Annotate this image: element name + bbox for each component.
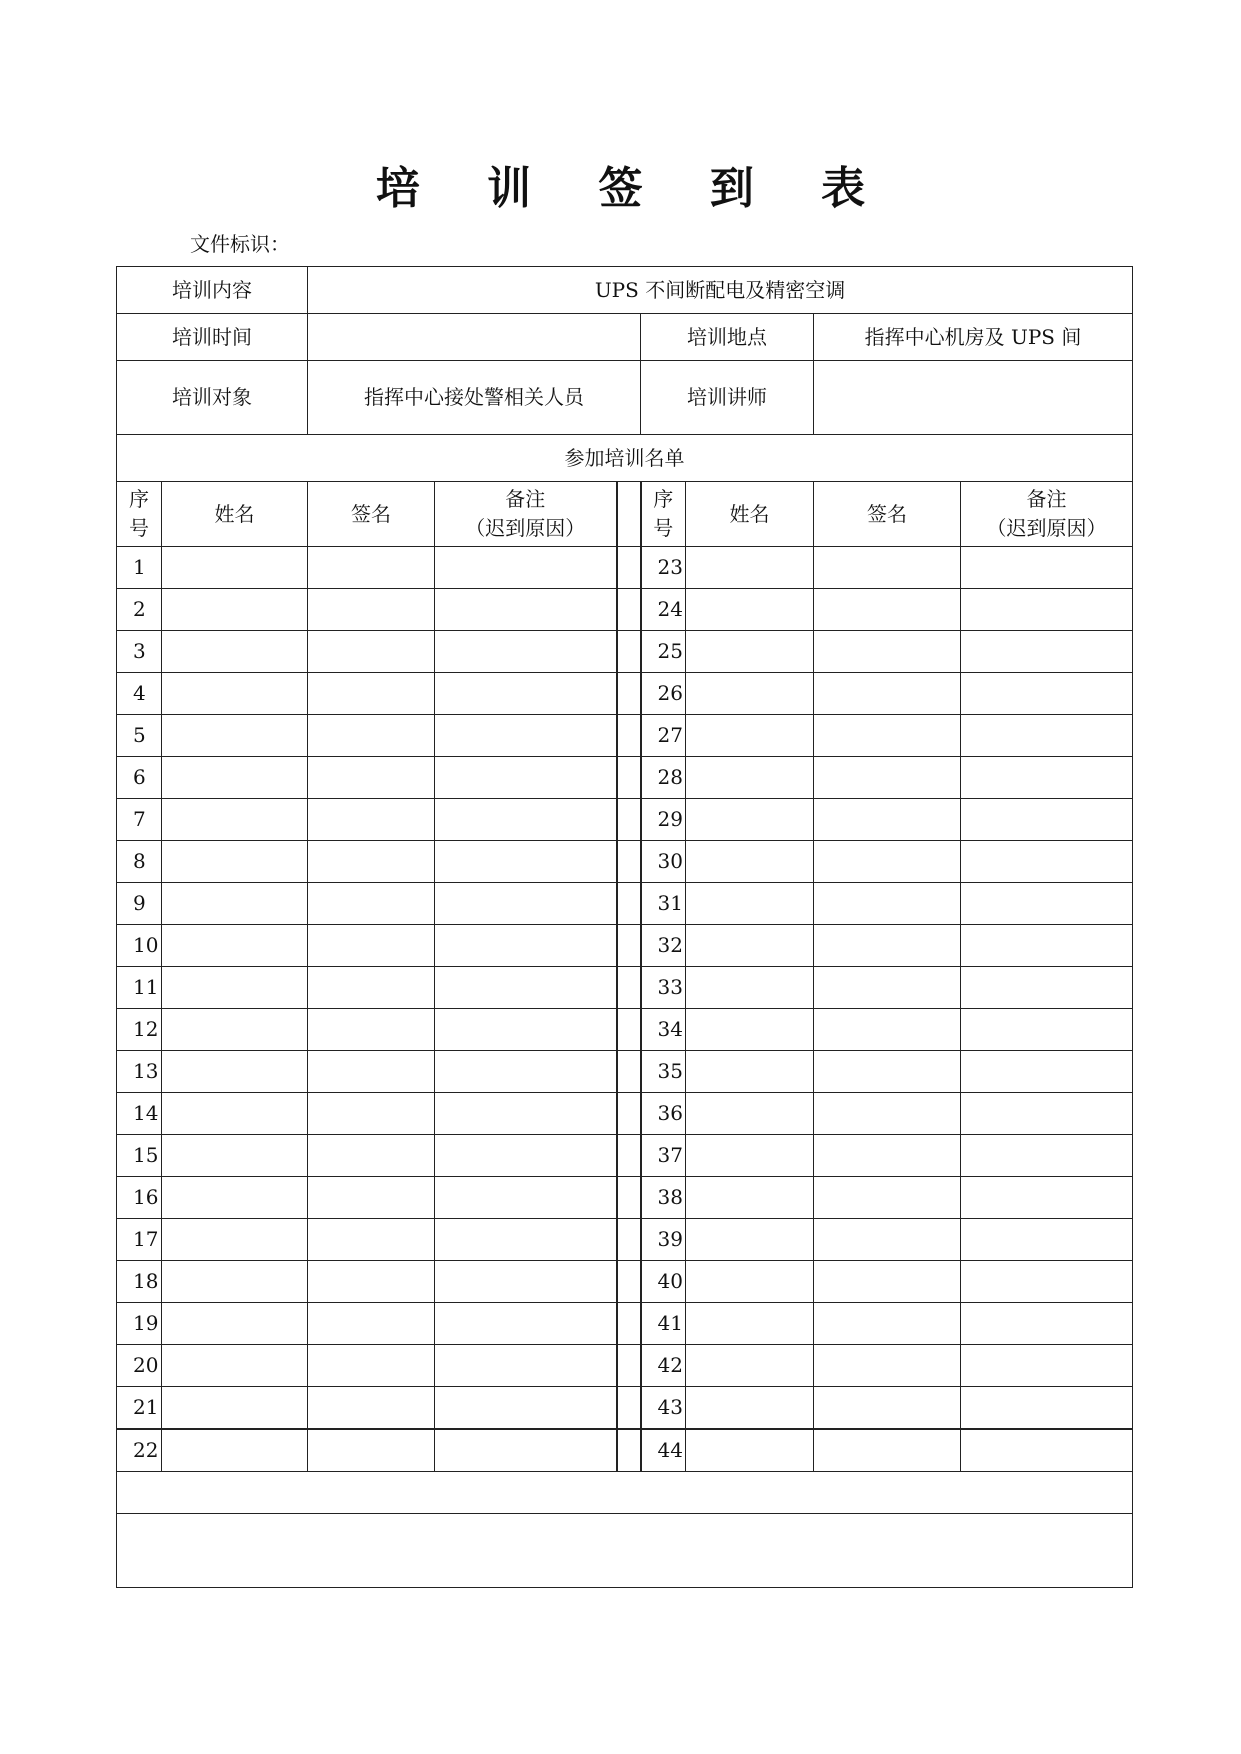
name-cell-left[interactable]	[162, 1261, 308, 1303]
attendee-row	[117, 1261, 1133, 1303]
page-title: 培 训 签 到 表	[375, 163, 892, 214]
name-cell-right[interactable]	[686, 1387, 814, 1430]
name-cell-right[interactable]	[686, 1345, 814, 1387]
signature-cell-left[interactable]	[308, 883, 435, 925]
seq-number-left: 6	[117, 757, 162, 799]
seq-number-left: 8	[117, 841, 162, 883]
signature-cell-right[interactable]	[814, 1051, 961, 1093]
name-cell-left[interactable]	[162, 883, 308, 925]
signature-cell-left[interactable]	[308, 1009, 435, 1051]
seq-number-left: 20	[117, 1345, 162, 1387]
remark-cell-left[interactable]	[435, 1009, 617, 1051]
training-audience-label: 培训对象	[117, 361, 308, 435]
remark-cell-left[interactable]	[435, 925, 617, 967]
column-gap	[617, 589, 641, 631]
seq-number-left: 21	[117, 1387, 162, 1430]
remark-cell-left[interactable]	[435, 841, 617, 883]
attendee-row	[117, 589, 1133, 631]
column-gap	[617, 1261, 641, 1303]
seq-number-left: 11	[117, 967, 162, 1009]
training-location-label: 培训地点	[641, 314, 814, 361]
signature-cell-left[interactable]	[308, 1219, 435, 1261]
seq-number-left: 15	[117, 1135, 162, 1177]
signature-cell-right[interactable]	[814, 1387, 961, 1430]
column-gap	[617, 1009, 641, 1051]
column-gap	[617, 482, 641, 547]
attendee-row	[117, 799, 1133, 841]
seq-number-left: 4	[117, 673, 162, 715]
remark-cell-right[interactable]	[961, 1429, 1133, 1472]
seq-number-right: 31	[641, 883, 686, 925]
seq-number-left: 10	[117, 925, 162, 967]
signature-cell-left[interactable]	[308, 757, 435, 799]
signature-cell-right[interactable]	[814, 1219, 961, 1261]
signature-cell-left[interactable]	[308, 631, 435, 673]
remark-cell-right[interactable]	[961, 757, 1133, 799]
name-cell-left[interactable]	[162, 841, 308, 883]
column-gap	[617, 799, 641, 841]
training-time-value[interactable]	[308, 314, 641, 361]
remark-cell-right[interactable]	[961, 883, 1133, 925]
seq-header-left	[117, 482, 162, 547]
seq-number-left: 14	[117, 1093, 162, 1135]
name-cell-left[interactable]	[162, 673, 308, 715]
signature-cell-left[interactable]	[308, 673, 435, 715]
remark-cell-left[interactable]	[435, 1261, 617, 1303]
signature-header-right: 签名	[814, 482, 961, 547]
seq-number-right: 39	[641, 1219, 686, 1261]
attendee-row	[117, 967, 1133, 1009]
remark-cell-left[interactable]	[435, 757, 617, 799]
column-gap	[617, 925, 641, 967]
seq-number-right: 35	[641, 1051, 686, 1093]
column-gap	[617, 1051, 641, 1093]
remark-cell-right[interactable]	[961, 1345, 1133, 1387]
seq-number-left: 1	[117, 547, 162, 589]
seq-number-right: 40	[641, 1261, 686, 1303]
seq-number-left: 18	[117, 1261, 162, 1303]
remark-cell-left[interactable]	[435, 1051, 617, 1093]
name-cell-left[interactable]	[162, 589, 308, 631]
name-cell-right[interactable]	[686, 547, 814, 589]
remark-cell-right[interactable]	[961, 631, 1133, 673]
column-gap	[617, 967, 641, 1009]
seq-header-right	[641, 482, 686, 547]
name-cell-right[interactable]	[686, 883, 814, 925]
name-cell-left[interactable]	[162, 1345, 308, 1387]
signature-cell-left[interactable]	[308, 1135, 435, 1177]
signature-cell-right[interactable]	[814, 883, 961, 925]
remark-cell-left[interactable]	[435, 967, 617, 1009]
name-cell-left[interactable]	[162, 1303, 308, 1345]
training-lecturer-label: 培训讲师	[641, 361, 814, 435]
attendee-row	[117, 631, 1133, 673]
column-gap	[617, 1345, 641, 1387]
column-gap	[617, 1429, 641, 1472]
name-cell-left[interactable]	[162, 799, 308, 841]
name-cell-right[interactable]	[686, 1177, 814, 1219]
signature-cell-left[interactable]	[308, 841, 435, 883]
attendee-row	[117, 715, 1133, 757]
signature-cell-left[interactable]	[308, 1345, 435, 1387]
column-gap	[617, 673, 641, 715]
name-cell-left[interactable]	[162, 925, 308, 967]
remark-header-line1: 备注	[505, 487, 546, 511]
signature-cell-right[interactable]	[814, 841, 961, 883]
seq-number-right: 41	[641, 1303, 686, 1345]
signature-cell-right[interactable]	[814, 1135, 961, 1177]
remark-cell-left[interactable]	[435, 1387, 617, 1430]
training-content-value[interactable]: UPS 不间断配电及精密空调	[308, 267, 1133, 314]
remark-cell-left[interactable]	[435, 1093, 617, 1135]
remark-cell-right[interactable]	[961, 1135, 1133, 1177]
signature-cell-left[interactable]	[308, 547, 435, 589]
signature-cell-right[interactable]	[814, 631, 961, 673]
name-cell-left[interactable]	[162, 1387, 308, 1430]
attendee-row	[117, 1345, 1133, 1387]
name-cell-left[interactable]	[162, 1093, 308, 1135]
remark-cell-left[interactable]	[435, 715, 617, 757]
remark-cell-left[interactable]	[435, 1429, 617, 1472]
name-header-left: 姓名	[162, 482, 308, 547]
name-cell-right[interactable]	[686, 1093, 814, 1135]
name-cell-right[interactable]	[686, 757, 814, 799]
remark-cell-right[interactable]	[961, 841, 1133, 883]
seq-number-left: 5	[117, 715, 162, 757]
seq-number-right: 32	[641, 925, 686, 967]
remark-cell-left[interactable]	[435, 1135, 617, 1177]
remark-cell-left[interactable]	[435, 799, 617, 841]
seq-number-left: 19	[117, 1303, 162, 1345]
seq-number-left: 3	[117, 631, 162, 673]
seq-number-left: 13	[117, 1051, 162, 1093]
name-cell-left[interactable]	[162, 1429, 308, 1472]
signature-cell-left[interactable]	[308, 799, 435, 841]
name-cell-left[interactable]	[162, 547, 308, 589]
signature-cell-right[interactable]	[814, 1345, 961, 1387]
training-audience-value[interactable]: 指挥中心接处警相关人员	[308, 361, 641, 435]
name-cell-right[interactable]	[686, 1429, 814, 1472]
training-lecturer-value[interactable]	[814, 361, 1133, 435]
name-cell-left[interactable]	[162, 757, 308, 799]
column-gap	[617, 1219, 641, 1261]
seq-number-left: 7	[117, 799, 162, 841]
name-cell-right[interactable]	[686, 799, 814, 841]
column-gap	[617, 1177, 641, 1219]
seq-number-right: 38	[641, 1177, 686, 1219]
training-time-label: 培训时间	[117, 314, 308, 361]
seq-number-right: 44	[641, 1429, 686, 1472]
attendee-row	[117, 673, 1133, 715]
signature-cell-left[interactable]	[308, 1429, 435, 1472]
seq-number-left: 12	[117, 1009, 162, 1051]
signature-cell-right[interactable]	[814, 547, 961, 589]
column-gap	[617, 547, 641, 589]
remark-cell-left[interactable]	[435, 1219, 617, 1261]
seq-number-right: 28	[641, 757, 686, 799]
column-gap	[617, 1135, 641, 1177]
remark-header-line1: 备注	[1026, 487, 1067, 511]
name-cell-right[interactable]	[686, 715, 814, 757]
remark-header-line2: （迟到原因）	[465, 516, 586, 540]
signature-cell-right[interactable]	[814, 967, 961, 1009]
remark-cell-right[interactable]	[961, 1051, 1133, 1093]
footer-notes-row[interactable]	[117, 1514, 1133, 1588]
remark-cell-left[interactable]	[435, 1303, 617, 1345]
signature-cell-left[interactable]	[308, 589, 435, 631]
name-cell-right[interactable]	[686, 967, 814, 1009]
signature-cell-right[interactable]	[814, 1093, 961, 1135]
remark-header-line2: （迟到原因）	[986, 516, 1107, 540]
attendee-row	[117, 1009, 1133, 1051]
remark-cell-left[interactable]	[435, 1177, 617, 1219]
remark-cell-right[interactable]	[961, 589, 1133, 631]
attendee-row	[117, 883, 1133, 925]
remark-cell-right[interactable]	[961, 1009, 1133, 1051]
seq-number-right: 26	[641, 673, 686, 715]
attendee-row	[117, 1219, 1133, 1261]
signature-cell-left[interactable]	[308, 1303, 435, 1345]
signature-cell-right[interactable]	[814, 799, 961, 841]
seq-number-right: 30	[641, 841, 686, 883]
signature-header-left: 签名	[308, 482, 435, 547]
training-content-label: 培训内容	[117, 267, 308, 314]
seq-number-left: 2	[117, 589, 162, 631]
name-cell-right[interactable]	[686, 1261, 814, 1303]
seq-number-right: 23	[641, 547, 686, 589]
seq-header-line2: 号	[129, 516, 149, 540]
seq-number-right: 36	[641, 1093, 686, 1135]
remark-cell-left[interactable]	[435, 631, 617, 673]
column-gap	[617, 631, 641, 673]
seq-number-left: 16	[117, 1177, 162, 1219]
signature-cell-right[interactable]	[814, 715, 961, 757]
signature-cell-right[interactable]	[814, 1303, 961, 1345]
signature-cell-right[interactable]	[814, 925, 961, 967]
signature-cell-left[interactable]	[308, 1093, 435, 1135]
name-cell-right[interactable]	[686, 1009, 814, 1051]
attendee-row	[117, 1135, 1133, 1177]
name-cell-left[interactable]	[162, 1051, 308, 1093]
signature-cell-right[interactable]	[814, 1429, 961, 1472]
column-gap	[617, 841, 641, 883]
name-cell-right[interactable]	[686, 631, 814, 673]
column-gap	[617, 1093, 641, 1135]
name-cell-right[interactable]	[686, 925, 814, 967]
seq-number-right: 37	[641, 1135, 686, 1177]
signature-cell-right[interactable]	[814, 757, 961, 799]
remark-cell-right[interactable]	[961, 1387, 1133, 1430]
name-cell-right[interactable]	[686, 1135, 814, 1177]
seq-number-right: 27	[641, 715, 686, 757]
name-cell-left[interactable]	[162, 1009, 308, 1051]
name-cell-right[interactable]	[686, 673, 814, 715]
remark-cell-left[interactable]	[435, 547, 617, 589]
remark-cell-right[interactable]	[961, 799, 1133, 841]
signature-cell-left[interactable]	[308, 1387, 435, 1430]
signature-cell-left[interactable]	[308, 715, 435, 757]
name-cell-left[interactable]	[162, 967, 308, 1009]
signature-cell-left[interactable]	[308, 967, 435, 1009]
remark-cell-left[interactable]	[435, 673, 617, 715]
seq-number-left: 9	[117, 883, 162, 925]
column-gap	[617, 757, 641, 799]
signature-cell-right[interactable]	[814, 589, 961, 631]
remark-cell-right[interactable]	[961, 1261, 1133, 1303]
signature-cell-left[interactable]	[308, 1051, 435, 1093]
footer-blank-row[interactable]	[117, 1472, 1133, 1514]
name-cell-right[interactable]	[686, 841, 814, 883]
remark-cell-right[interactable]	[961, 715, 1133, 757]
seq-number-right: 29	[641, 799, 686, 841]
remark-cell-right[interactable]	[961, 673, 1133, 715]
seq-number-right: 24	[641, 589, 686, 631]
remark-cell-left[interactable]	[435, 589, 617, 631]
name-cell-right[interactable]	[686, 1219, 814, 1261]
attendee-row	[117, 1093, 1133, 1135]
name-header-right: 姓名	[686, 482, 814, 547]
attendee-row	[117, 1051, 1133, 1093]
file-id-label: 文件标识：	[190, 232, 290, 256]
seq-number-right: 42	[641, 1345, 686, 1387]
name-cell-left[interactable]	[162, 631, 308, 673]
signature-cell-left[interactable]	[308, 1177, 435, 1219]
name-cell-left[interactable]	[162, 715, 308, 757]
remark-cell-right[interactable]	[961, 1177, 1133, 1219]
seq-number-left: 22	[117, 1429, 162, 1472]
name-cell-left[interactable]	[162, 1135, 308, 1177]
name-cell-left[interactable]	[162, 1219, 308, 1261]
seq-number-right: 43	[641, 1387, 686, 1430]
seq-number-right: 33	[641, 967, 686, 1009]
attendee-row	[117, 757, 1133, 799]
signature-cell-left[interactable]	[308, 925, 435, 967]
remark-header-right	[961, 482, 1133, 547]
seq-header-line1: 序	[653, 487, 674, 511]
name-cell-right[interactable]	[686, 589, 814, 631]
seq-number-right: 25	[641, 631, 686, 673]
attendee-row	[117, 841, 1133, 883]
remark-cell-left[interactable]	[435, 1345, 617, 1387]
remark-cell-right[interactable]	[961, 925, 1133, 967]
signature-cell-right[interactable]	[814, 1261, 961, 1303]
roster-title: 参加培训名单	[117, 435, 1133, 482]
attendee-row	[117, 1177, 1133, 1219]
seq-header-line1: 序	[129, 487, 149, 511]
column-gap	[617, 1303, 641, 1345]
column-gap	[617, 1387, 641, 1430]
remark-cell-left[interactable]	[435, 883, 617, 925]
attendee-row	[117, 547, 1133, 589]
remark-header-left	[435, 482, 617, 547]
signature-cell-left[interactable]	[308, 1261, 435, 1303]
name-cell-right[interactable]	[686, 1303, 814, 1345]
signature-cell-right[interactable]	[814, 673, 961, 715]
signature-cell-right[interactable]	[814, 1177, 961, 1219]
attendee-row	[117, 1303, 1133, 1345]
remark-cell-right[interactable]	[961, 1219, 1133, 1261]
seq-header-line2: 号	[653, 516, 674, 540]
remark-cell-right[interactable]	[961, 967, 1133, 1009]
attendee-row	[117, 1429, 1133, 1472]
signature-cell-right[interactable]	[814, 1009, 961, 1051]
attendee-row	[117, 925, 1133, 967]
remark-cell-right[interactable]	[961, 1093, 1133, 1135]
seq-number-right: 34	[641, 1009, 686, 1051]
column-gap	[617, 883, 641, 925]
attendee-row	[117, 1387, 1133, 1430]
name-cell-left[interactable]	[162, 1177, 308, 1219]
remark-cell-right[interactable]	[961, 547, 1133, 589]
seq-number-left: 17	[117, 1219, 162, 1261]
name-cell-right[interactable]	[686, 1051, 814, 1093]
training-location-value[interactable]: 指挥中心机房及 UPS 间	[814, 314, 1133, 361]
sign-in-table	[116, 266, 1133, 1588]
column-gap	[617, 715, 641, 757]
remark-cell-right[interactable]	[961, 1303, 1133, 1345]
